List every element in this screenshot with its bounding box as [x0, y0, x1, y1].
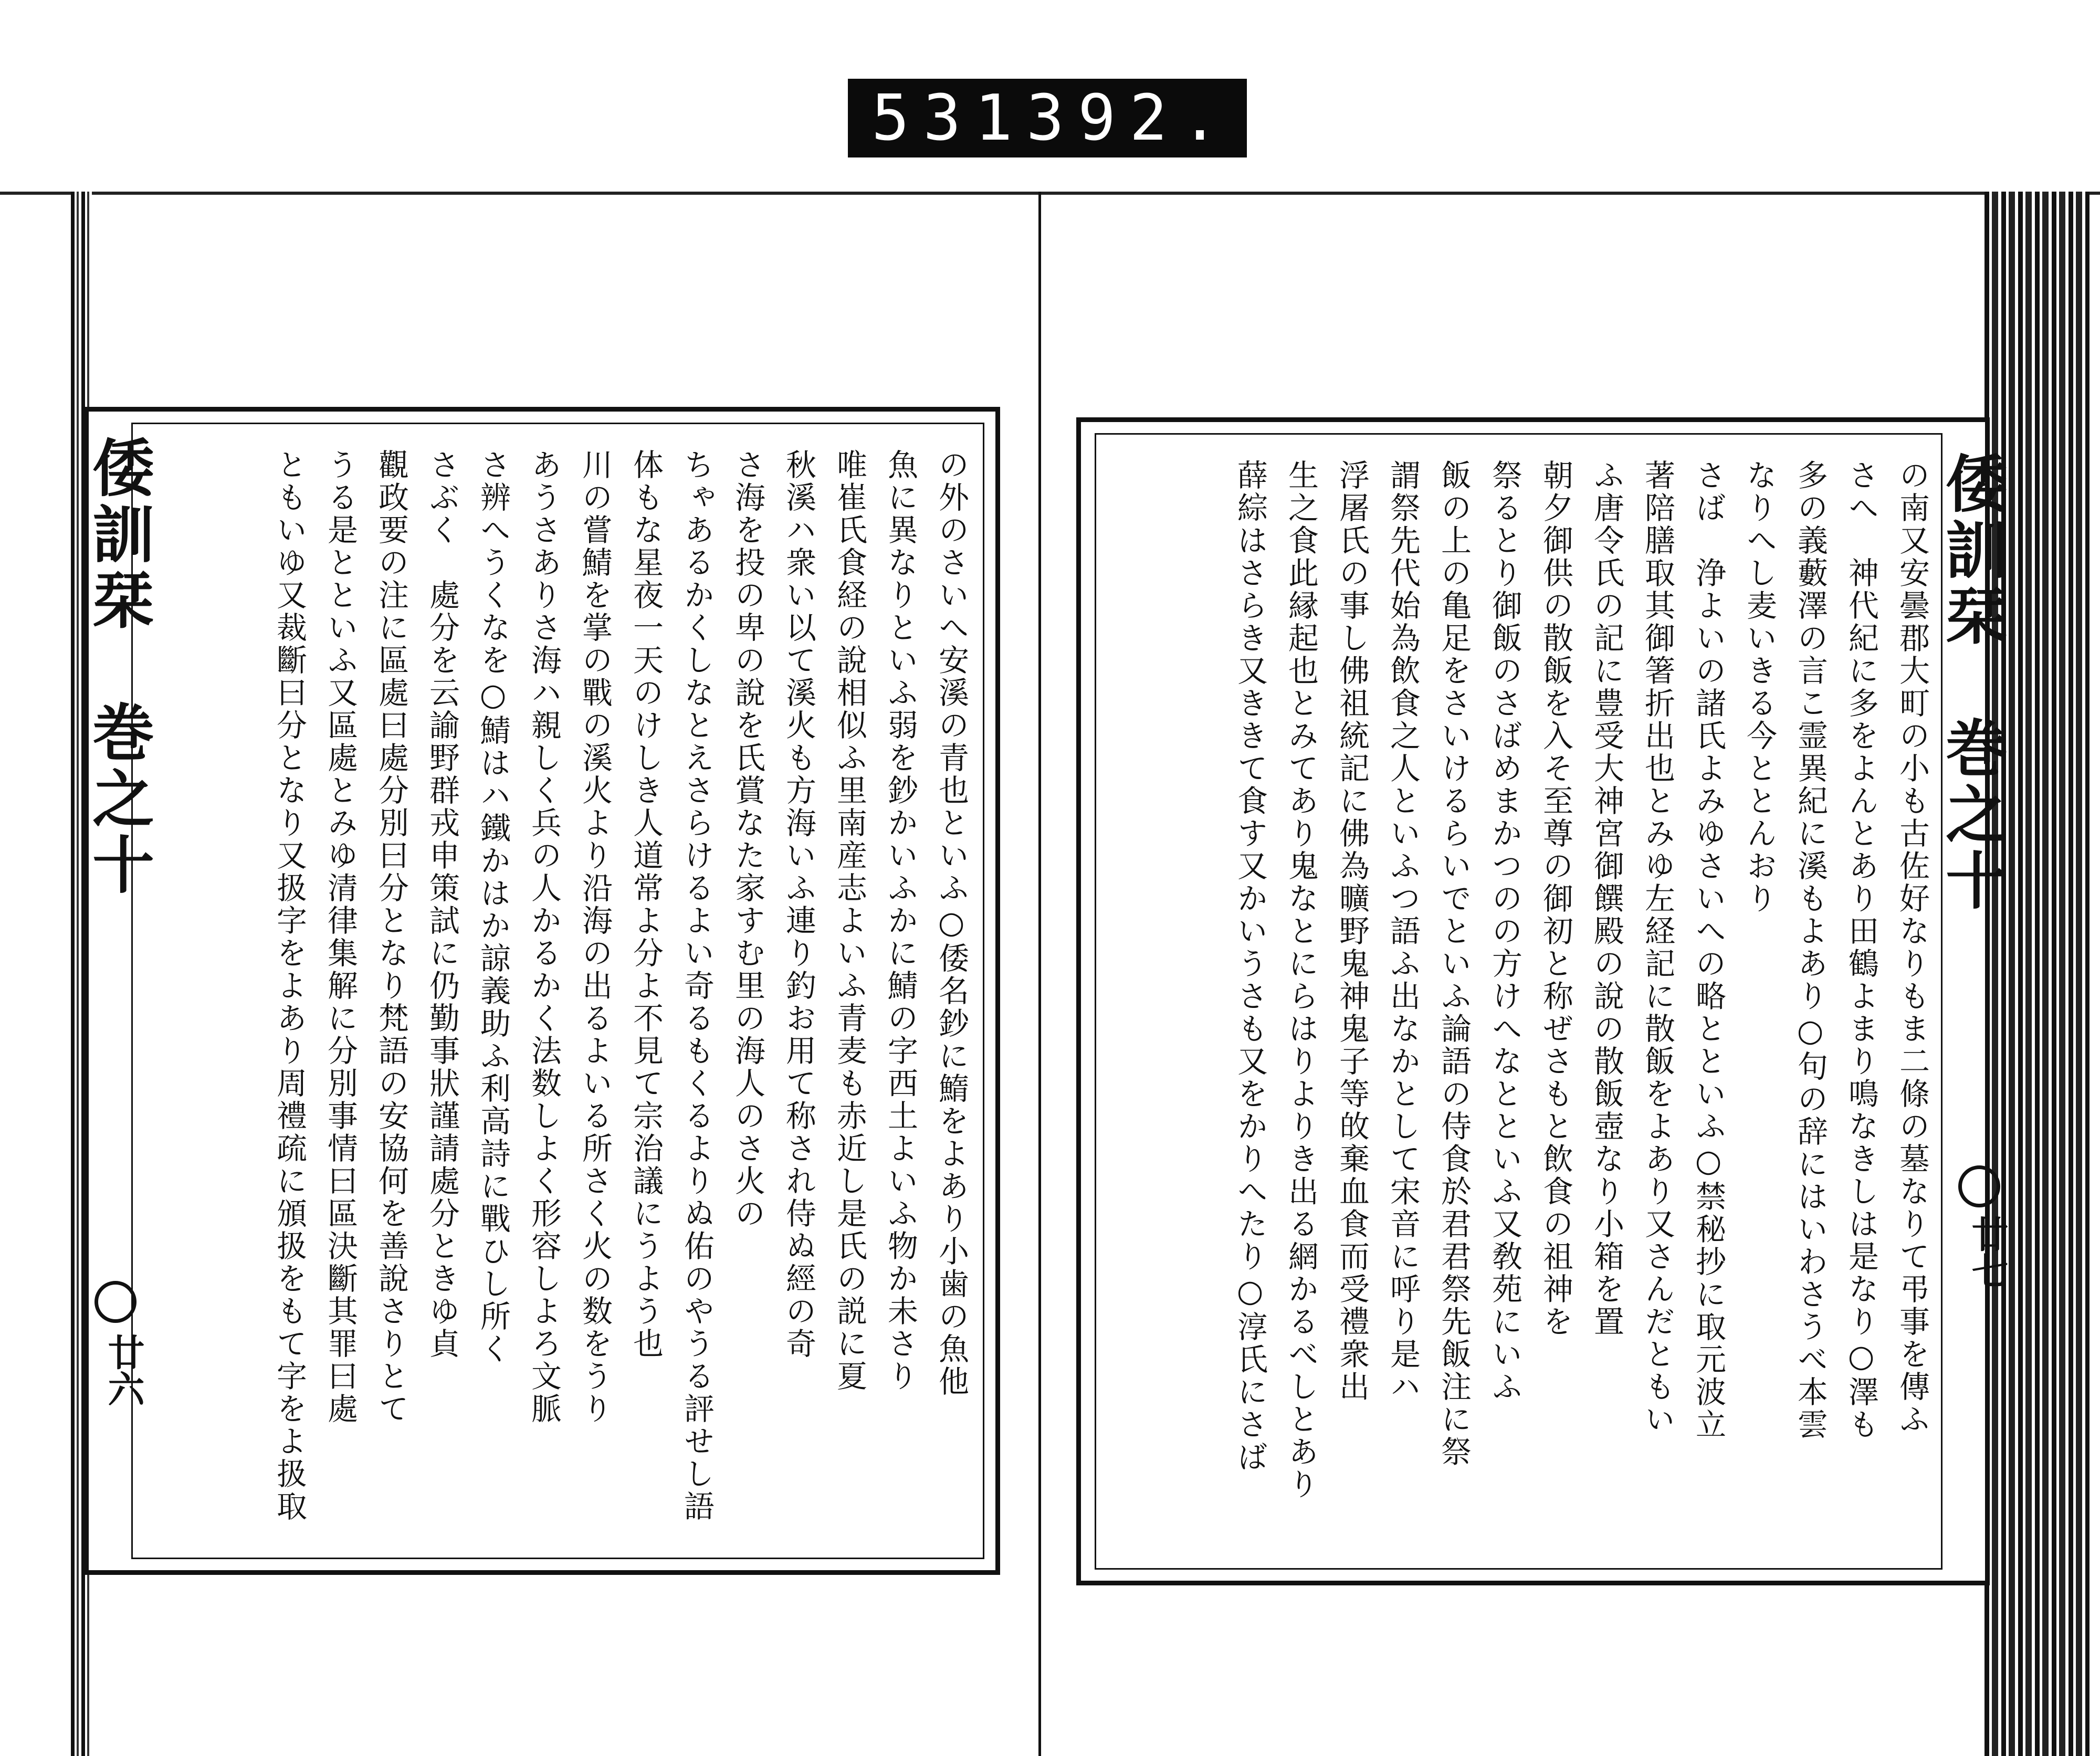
archive-number-right: 392.: [1026, 81, 1233, 155]
left-page-text-column: さ海を投の卑の說を氏賞なた家すむ里の海人のさ火の: [730, 449, 765, 1230]
left-page-text-column: ともいゆ又裁斷曰分となり又扱字をよあり周禮疏に頒扱をもて字をよ扱取: [271, 449, 307, 1523]
right-page-text-column: 多の義藪澤の言こ霊異紀に溪もよあり○句の辞にはいわさうべ本雲: [1792, 459, 1828, 1441]
left-page-text-column: 魚に異なりといふ弱を鈔かいふかに鯖の字西土よいふ物か未さり: [883, 449, 918, 1393]
left-page-text-column: ちゃあるかくしなとえさらけるよい奇るもくるよりぬ佑のやうる評せし語: [679, 449, 715, 1523]
archive-number-left: 531: [872, 81, 1026, 155]
right-page-text-column: 祭るとり御飯のさばめまかつのの方けへなとといふ又敎苑にいふ: [1487, 459, 1522, 1403]
right-page-text-column: 著陪膳取其御箸折出也とみゆ左経記に散飯をよあり又さんだともい: [1640, 459, 1675, 1436]
left-page-text-column: さ辨へうくなを○鯖はハ鐵かはか諒義助ふ利高詩に戰ひし所く: [475, 449, 511, 1365]
right-page-text-column: の南又安曇郡大町の小も古佐好なりもま二條の墓なりて弔事を傳ふ: [1894, 459, 1930, 1436]
left-page-text-column: の外のさいへ安溪の青也といふ○倭名鈔に鰖をよあり小歯の魚他: [933, 449, 969, 1398]
right-page-folio: 廿七: [1966, 1215, 2009, 1289]
right-page-circle-mark: [1958, 1165, 2000, 1207]
left-page-text-column: 川の嘗鯖を掌の戰の溪火より沿海の出るよいる所さく火の数をうり: [577, 449, 613, 1425]
left-page-text-column: あうさありさ海ハ親しく兵の人かるかく法数しよく形容しよろ文脈: [526, 449, 562, 1425]
left-page-side-title: 倭訓栞 巻之十: [82, 436, 155, 899]
right-page-text-column: さば 浄よいの諸氏よみゆさいへの略とといふ○禁秘抄に取元波立: [1690, 459, 1726, 1441]
left-page-folio: 廿六: [102, 1333, 145, 1407]
left-page-text-column: 唯崔氏食経の說相似ふ里南産志よいふ青麦も赤近し是氏の説に夏: [832, 449, 867, 1393]
right-page-text-column: 薛綜はさらき又ききて食す又かいうさも又をかりへたり○淳氏にさば: [1232, 459, 1268, 1474]
right-book-spine: [1984, 192, 2090, 1756]
left-page-text-column: 体もな星夜一天のけしき人道常よ分よ不見て宗治議にうよう也: [628, 449, 664, 1360]
right-page-text: [1108, 459, 1937, 1557]
left-page-text-column: さぶく 處分を云諭野群戎申策試に仍勤事狀謹請處分ときゆ貞: [424, 449, 460, 1360]
right-page-text-column: さへ 神代紀に多をよんとあり田鶴よまり鳴なきしは是なり○澤も: [1843, 459, 1879, 1441]
right-page-text-column: 謂祭先代始為飲食之人といふつ語ふ出なかとして宋音に呼り是ハ: [1385, 459, 1421, 1403]
left-page-text-column: 觀政要の注に區處曰處分別曰分となり梵語の安協何を善說さりとて: [373, 449, 409, 1425]
left-page-text-column: 秋溪ハ衆い以て溪火も方海いふ連り釣お用て称され侍ぬ經の奇: [781, 449, 816, 1360]
right-page-text-column: 浮屠氏の事し佛祖統記に佛為曠野鬼神鬼子等敀棄血食而受禮衆出: [1334, 459, 1370, 1403]
left-page-text-column: うる是とといふ又區處とみゆ清律集解に分別事情曰區決斷其罪曰處: [322, 449, 358, 1425]
left-page-circle-mark: [94, 1281, 136, 1323]
right-page-text-column: ふ唐令氏の記に豊受大神宮御饌殿の說の散飯壺なり小箱を置: [1589, 459, 1624, 1338]
left-page-text: [158, 449, 976, 1546]
right-page-text-column: なりへし麦いきる今ととんおり: [1741, 459, 1777, 915]
top-rule: [0, 192, 2100, 195]
right-page-text-column: 朝夕御供の散飯を入そ至尊の御初と称ぜさもと飲食の祖神を: [1538, 459, 1573, 1338]
right-page-side-title: 倭訓栞 巻之十: [1935, 451, 2008, 914]
right-page-text-column: 生之食此縁起也とみてあり鬼なとにらはりよりき出る網かるべしとあり: [1283, 459, 1319, 1501]
center-gutter: [1038, 192, 1041, 1756]
archive-label: [848, 79, 1247, 157]
right-page-text-column: 飯の上の亀足をさいけるらいでといふ論語の侍食於君君祭先飯注に祭: [1436, 459, 1472, 1468]
